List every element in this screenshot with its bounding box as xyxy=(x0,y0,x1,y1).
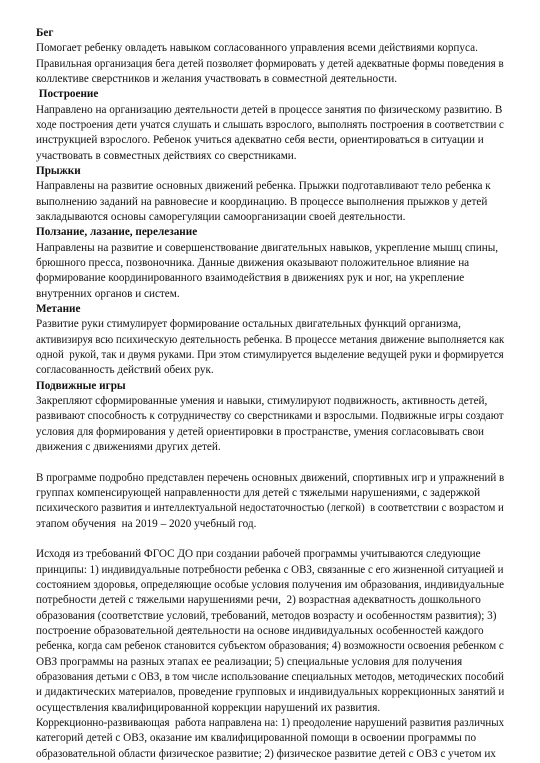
text-line: этапом обучения на 2019 – 2020 учебный год. xyxy=(36,517,257,530)
text-line: и дидактических материалов, проведение групповых и индивидуальных коррекционных занятий и xyxy=(36,686,505,699)
section-heading-run: Бег xyxy=(36,27,54,39)
text-line: согласованность действий обеих рук. xyxy=(36,364,214,377)
text-line: активизируя всю психическую деятельность ребенка. В процессе метания движение выполняется как xyxy=(36,333,505,346)
text-line: Направлены на развитие основных движений ребенка. Прыжки подготавливают тело ребенка к xyxy=(36,180,491,193)
text-line: состоянием здоровья, определяющие особые условия получения им образования, индивидуальные xyxy=(36,578,505,591)
text-line: ребенка, когда сам ребенок становится субъектом образования; 4) возможности освоения ребенком с xyxy=(36,640,504,653)
text-line: Развитие руки стимулирует формирование остальных двигательных функций организма, xyxy=(36,318,461,331)
text-line: одной рукой, так и двумя руками. При этом стимулируется выделение ведущей руки и формируется xyxy=(36,348,504,361)
section-heading-crawling: Ползание, лазание, перелезание xyxy=(36,226,198,239)
text-line: осуществления квалифицированной коррекции нарушений их развития. xyxy=(36,701,381,714)
text-line: построение образовательной деятельности на основе индивидуальных особенностей каждого xyxy=(36,624,484,637)
text-line: брюшного пресса, позвоночника. Данные движения оказывают положительное влияние на xyxy=(36,256,470,269)
text-line: условия для формирования у детей ориентировки в пространстве, умения согласовывать свои xyxy=(36,425,485,438)
section-heading-jumps: Прыжки xyxy=(36,164,81,177)
text-line: Направлены на развитие и совершенствование двигательных навыков, укрепление мышц спины, xyxy=(36,241,499,254)
text-line: внутренних органов и систем. xyxy=(36,287,180,300)
text-line: закладываются основы саморегуляции самоорганизации своей деятельности. xyxy=(36,210,406,223)
section-heading-formation: Построение xyxy=(36,88,99,101)
text-line: образования детьми с ОВЗ, в том числе использование специальных методов, методических пособий xyxy=(36,670,504,683)
text-line: потребности детей с тяжелыми нарушениями речи, 2) возрастная адекватность дошкольного xyxy=(36,594,481,607)
text-line: коллективе сверстников и желания участвовать в совместной деятельности. xyxy=(36,72,398,85)
text-line: ОВЗ программы на разных этапах ее реализации; 5) специальные условия для получения xyxy=(36,655,463,668)
text-line: движения с движениями других детей. xyxy=(36,440,221,453)
text-line: Направлено на организацию деятельности детей в процессе занятия по физическому развитию. В xyxy=(36,103,503,116)
text-line: Исходя из требований ФГОС ДО при создании рабочей программы учитываются следующие xyxy=(36,548,481,561)
text-line: Помогает ребенку овладеть навыком согласованного управления всеми действиями корпуса. xyxy=(36,42,478,55)
text-line: В программе подробно представлен перечень основных движений, спортивных игр и упражнений в xyxy=(36,471,505,484)
text-line: выполнению заданий на равновесие и координацию. В процессе выполнения прыжков у детей xyxy=(36,195,488,208)
text-line: группах компенсирующей направленности для детей с тяжелыми нарушениями, с задержкой xyxy=(36,486,481,499)
text-line: Закрепляют сформированные умения и навыки, стимулируют подвижность, активность детей, xyxy=(36,394,488,407)
text-line: Правильная организация бега детей позволяет формировать у детей адекватные формы поведения в xyxy=(36,57,504,70)
text-line: Коррекционно-развивающая работа направлена на: 1) преодоление нарушений развития различных xyxy=(36,716,505,729)
text-line: образования (соответствие условий, требований, методов возрасту и особенностям развития); 3) xyxy=(36,609,497,622)
text-line: категорий детей с ОВЗ, оказание им квалифицированной помощи в освоении программы по xyxy=(36,732,477,745)
text-line: развивают способность к сотрудничеству со сверстниками и взрослыми. Подвижные игры создают xyxy=(36,410,504,423)
text-line: инструкцией взрослого. Ребенок учиться адекватно себя вести, ориентироваться в ситуации и xyxy=(36,134,484,147)
text-line: образовательной области физическое развитие; 2) физическое развитие детей с ОВЗ с учетом их xyxy=(36,747,496,760)
text-line: участвовать в совместных действиях со сверстниками. xyxy=(36,149,297,162)
section-heading-throwing: Метание xyxy=(36,302,81,315)
text-line: формирование координированного взаимодействия в движениях рук и ног, на укрепление xyxy=(36,272,465,285)
section-heading-outdoor-games: Подвижные игры xyxy=(36,379,126,392)
text-line: психического развития и интеллектуальной недостаточностью (легкой) в соответствии с возрастом и xyxy=(36,502,504,515)
text-line: принципы: 1) индивидуальные потребности ребенка с ОВЗ, связанные с его жизненной ситуацией и xyxy=(36,563,504,576)
text-line: ходе построения дети учатся слушать и слышать взрослого, выполнять построения в соответствии с xyxy=(36,118,504,131)
